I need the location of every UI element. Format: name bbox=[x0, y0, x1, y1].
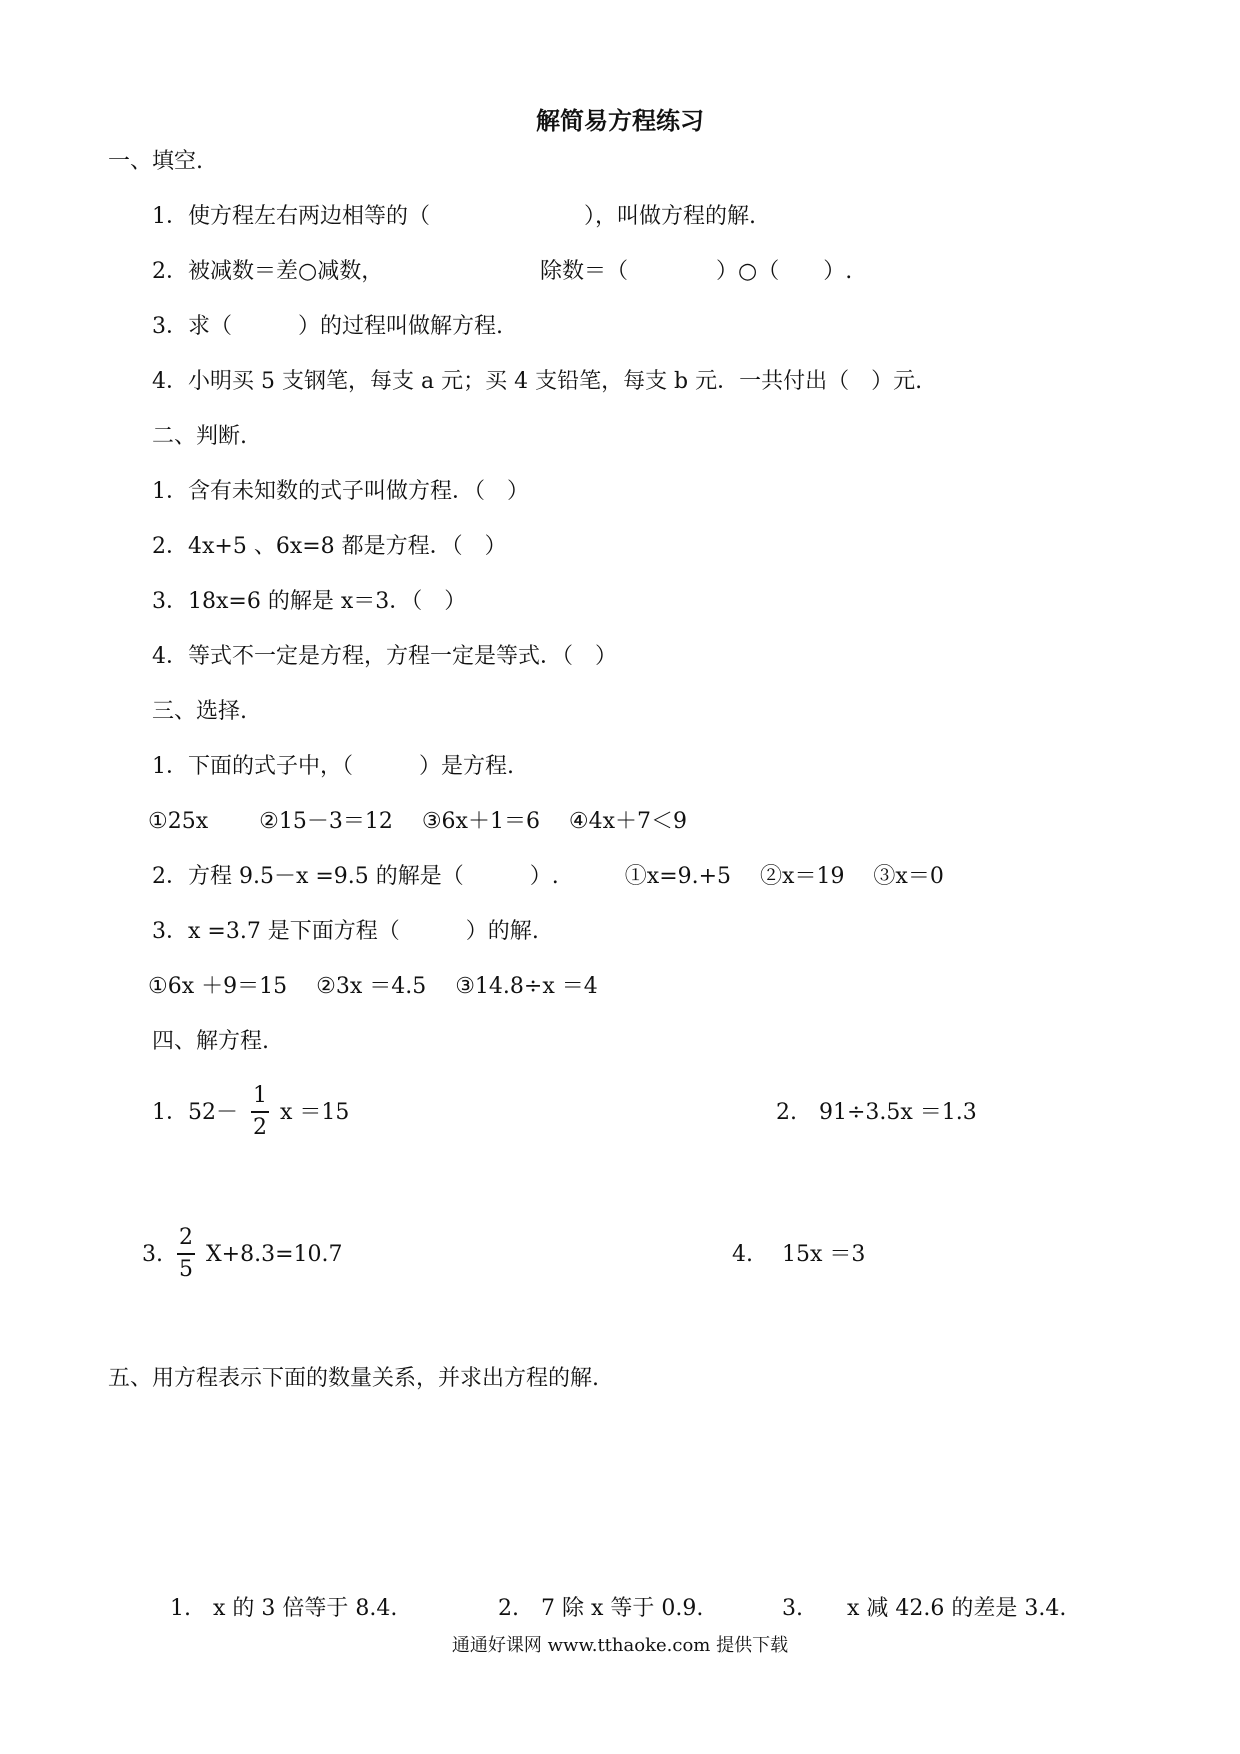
s5-question-3: 3. x 减 42.6 的差是 3.4. bbox=[782, 1596, 1067, 1621]
s4-question-1-prefix: 1．52－ bbox=[152, 1100, 238, 1125]
s4-question-2: 2. 91÷3.5x ＝1.3 bbox=[776, 1100, 977, 1125]
section-1-heading: 一、填空. bbox=[108, 149, 203, 174]
s3-question-3-options: ①6x ＋9＝15 ②3x ＝4.5 ③14.8÷x ＝4 bbox=[148, 974, 598, 999]
s3-question-1: 1．下面的式子中，（ ）是方程. bbox=[152, 754, 514, 779]
s5-question-2: 2. 7 除 x 等于 0.9. bbox=[498, 1596, 704, 1621]
s4-question-3-suffix: X+8.3=10.7 bbox=[206, 1242, 343, 1267]
s2-question-2: 2．4x+5 、6x=8 都是方程．（ ） bbox=[152, 534, 507, 559]
s4-question-4: 4. 15x ＝3 bbox=[732, 1242, 866, 1267]
s4-question-3-numerator: 2 bbox=[179, 1225, 193, 1250]
s3-question-3: 3．x =3.7 是下面方程（ ）的解. bbox=[152, 919, 539, 944]
s4-question-3-denominator: 5 bbox=[179, 1257, 193, 1282]
s3-question-1-options: ①25x ②15－3＝12 ③6x＋1＝6 ④4x＋7＜9 bbox=[148, 809, 688, 834]
s4-question-1-numerator: 1 bbox=[253, 1083, 267, 1108]
section-5-heading: 五、用方程表示下面的数量关系，并求出方程的解. bbox=[108, 1366, 599, 1391]
section-4-heading: 四、解方程. bbox=[152, 1029, 269, 1054]
s4-question-1-denominator: 2 bbox=[253, 1115, 267, 1140]
s1-question-2b: 除数＝（ ）○（ ）. bbox=[540, 259, 853, 284]
s5-question-1: 1. x 的 3 倍等于 8.4. bbox=[170, 1596, 398, 1621]
s1-question-2a: 2．被减数＝差○减数， bbox=[152, 259, 384, 284]
section-3-heading: 三、选择. bbox=[152, 699, 247, 724]
fraction-bar bbox=[251, 1111, 269, 1113]
s1-question-3: 3．求（ ）的过程叫做解方程. bbox=[152, 314, 503, 339]
s4-question-1-suffix: x ＝15 bbox=[280, 1100, 350, 1125]
s1-question-4: 4．小明买 5 支钢笔，每支 a 元；买 4 支铅笔，每支 b 元．一共付出（ ）元. bbox=[152, 369, 923, 394]
section-2-heading: 二、判断. bbox=[152, 424, 247, 449]
page-title: 解简易方程练习 bbox=[536, 106, 704, 135]
s1-question-1: 1．使方程左右两边相等的（ ），叫做方程的解. bbox=[152, 204, 756, 229]
s4-question-3-prefix: 3. bbox=[142, 1242, 163, 1267]
s2-question-3: 3．18x=6 的解是 x＝3．（ ） bbox=[152, 589, 467, 614]
s2-question-1: 1．含有未知数的式子叫做方程．（ ） bbox=[152, 479, 529, 504]
s2-question-4: 4．等式不一定是方程，方程一定是等式．（ ） bbox=[152, 644, 617, 669]
fraction-bar bbox=[177, 1253, 195, 1255]
page-footer: 通通好课网 www.tthaoke.com 提供下载 bbox=[451, 1635, 789, 1656]
s3-question-2: 2．方程 9.5－x =9.5 的解是（ ）. ①x=9.+5 ②x＝19 ③x＝0 bbox=[152, 864, 944, 889]
